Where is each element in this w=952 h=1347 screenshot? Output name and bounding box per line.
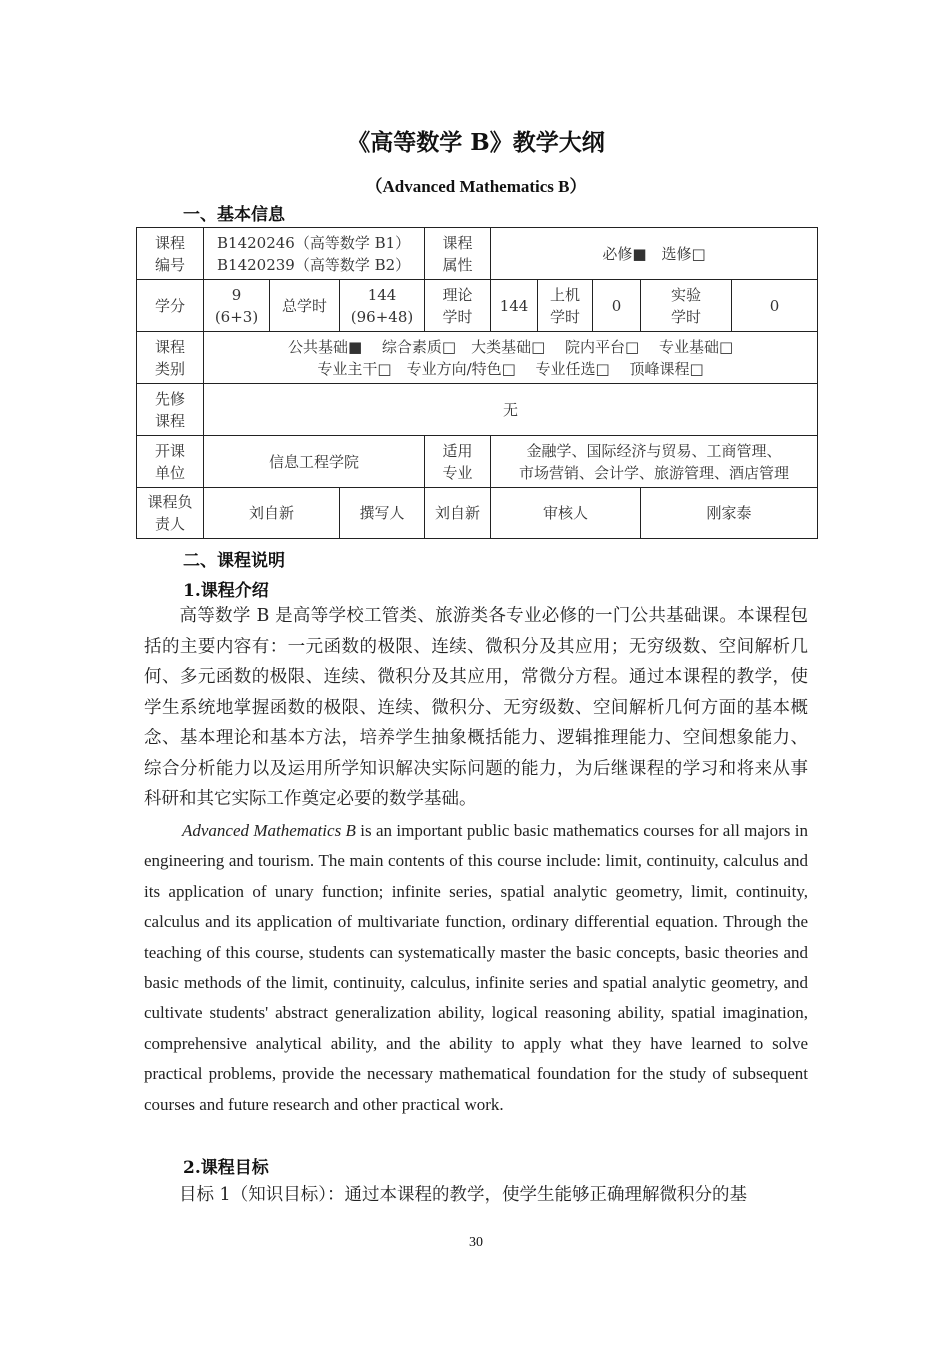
prerequisite-label: 先修 课程 bbox=[137, 384, 204, 436]
course-lead-value: 刘自新 bbox=[204, 488, 340, 539]
prerequisite-value: 无 bbox=[204, 384, 818, 436]
course-intro-english bbox=[144, 816, 808, 1120]
machine-hours-label: 上机 学时 bbox=[538, 280, 593, 332]
reviewer-value: 刚家泰 bbox=[641, 488, 818, 539]
total-hours-label: 总学时 bbox=[270, 280, 340, 332]
basic-info-table bbox=[136, 227, 818, 539]
writer-value: 刘自新 bbox=[425, 488, 491, 539]
course-intro-chinese: 高等数学 B 是高等学校工管类、旅游类各专业必修的一门公共基础课。本课程包括的主要内容有：一元函数的极限、连续、微积分及其应用；无穷级数、空间解析几何、多元函数的极限、连续、微积分及其应用，常微分方程。通过本课程的教学，使学生系统地掌握函数的极限、连续、微积分、无穷级数、空间解析几何方面的基本概念、基本理论和基本方法，培养学生抽象概括能力、逻辑推理能力、空间想象能力、综合分析能力以及运用所学知识解决实际问题的能力，为后继课程的学习和将来从事科研和其它实际工作奠定必要的数学基础。 bbox=[144, 606, 808, 809]
reviewer-label: 审核人 bbox=[491, 488, 641, 539]
course-intro-english-text: is an important public basic mathematics courses for all majors in engineering and tourism. The main contents of this course include: limit, continuity, calculus and its application of unary function; infinite series, spatial analytic geometry, limit, continuity, calculus and its application of multivariate function, ordinary differential equation. Through the teaching of this course, students can systematically master the basic concepts, basic theories and basic methods of the limit, continuity, calculus, infinite series and spatial analytic geometry, and cultivate students' abstract generalization ability, logical reasoning ability, spatial imagination, comprehensive analytical ability, and the ability to apply what they have learned to solve practical problems, provide the necessary mathematical foundation for the study of subsequent courses and future research and other practical work. bbox=[144, 821, 808, 1114]
credit-value: 9 (6+3) bbox=[204, 280, 270, 332]
page-number: 30 bbox=[469, 1235, 483, 1250]
document-title: 《高等数学 B》教学大纲 bbox=[347, 129, 605, 156]
course-code-label: 课程 编号 bbox=[137, 228, 204, 280]
section-course-description-heading: 二、课程说明 bbox=[183, 551, 285, 571]
writer-label: 撰写人 bbox=[340, 488, 425, 539]
applicable-major-label: 适用 专业 bbox=[425, 436, 491, 488]
course-title-italic: Advanced Mathematics B bbox=[182, 821, 356, 840]
total-hours-value: 144 (96+48) bbox=[340, 280, 425, 332]
document-subtitle: （Advanced Mathematics B） bbox=[365, 177, 587, 196]
lab-hours-value: 0 bbox=[732, 280, 818, 332]
course-lead-label: 课程负 责人 bbox=[137, 488, 204, 539]
department-value: 信息工程学院 bbox=[204, 436, 425, 488]
course-code-value: B1420246（高等数学 B1） B1420239（高等数学 B2） bbox=[204, 228, 425, 280]
course-intro-heading: 1.课程介绍 bbox=[183, 581, 269, 601]
credit-label: 学分 bbox=[137, 280, 204, 332]
course-category-label: 课程 类别 bbox=[137, 332, 204, 384]
goal-1-text: 目标 1（知识目标）：通过本课程的教学，使学生能够正确理解微积分的基 bbox=[144, 1185, 747, 1205]
course-attr-label: 课程 属性 bbox=[425, 228, 491, 280]
course-attr-value: 必修■ 选修□ bbox=[491, 228, 818, 280]
theory-hours-label: 理论 学时 bbox=[425, 280, 491, 332]
section-basic-info-heading: 一、基本信息 bbox=[183, 205, 285, 225]
course-category-value: 公共基础■ 综合素质□ 大类基础□ 院内平台□ 专业基础□ 专业主干□ 专业方向/特色□ 专业任选□ 顶峰课程□ bbox=[204, 332, 818, 384]
applicable-major-value: 金融学、国际经济与贸易、工商管理、 市场营销、会计学、旅游管理、酒店管理 bbox=[491, 436, 818, 488]
theory-hours-value: 144 bbox=[491, 280, 538, 332]
lab-hours-label: 实验 学时 bbox=[641, 280, 732, 332]
machine-hours-value: 0 bbox=[593, 280, 641, 332]
course-goals-heading: 2.课程目标 bbox=[183, 1158, 269, 1178]
department-label: 开课 单位 bbox=[137, 436, 204, 488]
